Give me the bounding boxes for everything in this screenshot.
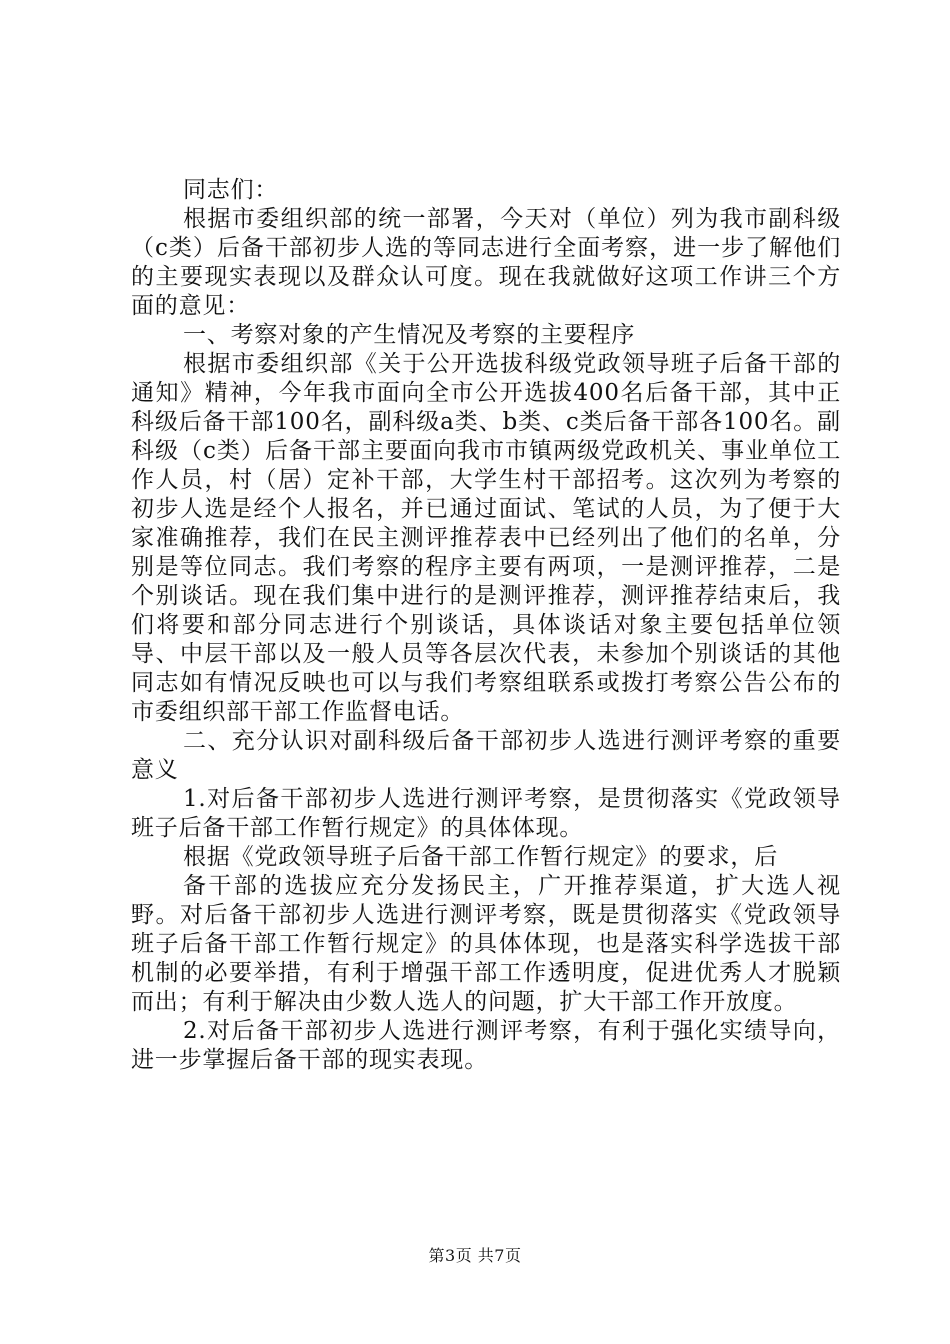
body-paragraph: 备干部的选拔应充分发扬民主，广开推荐渠道，扩大选人视野。对后备干部初步人选进行测评考察，既是贯彻落实《党政领导班子后备干部工作暂行规定》的具体体现，也是落实科学选拔干部机制的必要举措，有利于增强干部工作透明度，促进优秀人才脱颖而出；有利于解决由少数人选人的问题，扩大干部工作开放度。 <box>131 873 841 1015</box>
page-number-footer: 第3页 共7页 <box>428 1246 522 1265</box>
intro-paragraph: 根据市委组织部的统一部署，今天对（单位）列为我市副科级（c类）后备干部初步人选的等同志进行全面考察，进一步了解他们的主要现实表现以及群众认可度。现在我就做好这项工作讲三个方面的意见： <box>131 206 841 319</box>
document-body <box>131 176 841 1075</box>
section-heading-2: 二、充分认识对副科级后备干部初步人选进行测评考察的重要意义 <box>131 728 841 783</box>
body-paragraph: 根据《党政领导班子后备干部工作暂行规定》的要求，后 <box>183 844 778 870</box>
numbered-point-2: 2.对后备干部初步人选进行测评考察，有利于强化实绩导向，进一步掌握后备干部的现实表现。 <box>131 1018 841 1073</box>
numbered-point-1: 1.对后备干部初步人选进行测评考察，是贯彻落实《党政领导班子后备干部工作暂行规定》的具体体现。 <box>131 786 841 841</box>
salutation: 同志们： <box>183 177 279 203</box>
body-paragraph: 根据市委组织部《关于公开选拔科级党政领导班子后备干部的通知》精神，今年我市面向全市公开选拔400名后备干部，其中正科级后备干部100名，副科级a类、b类、c类后备干部各100名。副科级（c类）后备干部主要面向我市市镇两级党政机关、事业单位工作人员，村（居）定补干部，大学生村干部招考。这次列为考察的初步人选是经个人报名，并已通过面试、笔试的人员，为了便于大家准确推荐，我们在民主测评推荐表中已经列出了他们的名单，分别是等位同志。我们考察的程序主要有两项，一是测评推荐，二是个别谈话。现在我们集中进行的是测评推荐，测评推荐结束后，我们将要和部分同志进行个别谈话，具体谈话对象主要包括单位领导、中层干部以及一般人员等各层次代表，未参加个别谈话的其他同志如有情况反映也可以与我们考察组联系或拨打考察公告公布的市委组织部干部工作监督电话。 <box>131 351 841 725</box>
section-heading-1: 一、考察对象的产生情况及考察的主要程序 <box>183 322 636 348</box>
